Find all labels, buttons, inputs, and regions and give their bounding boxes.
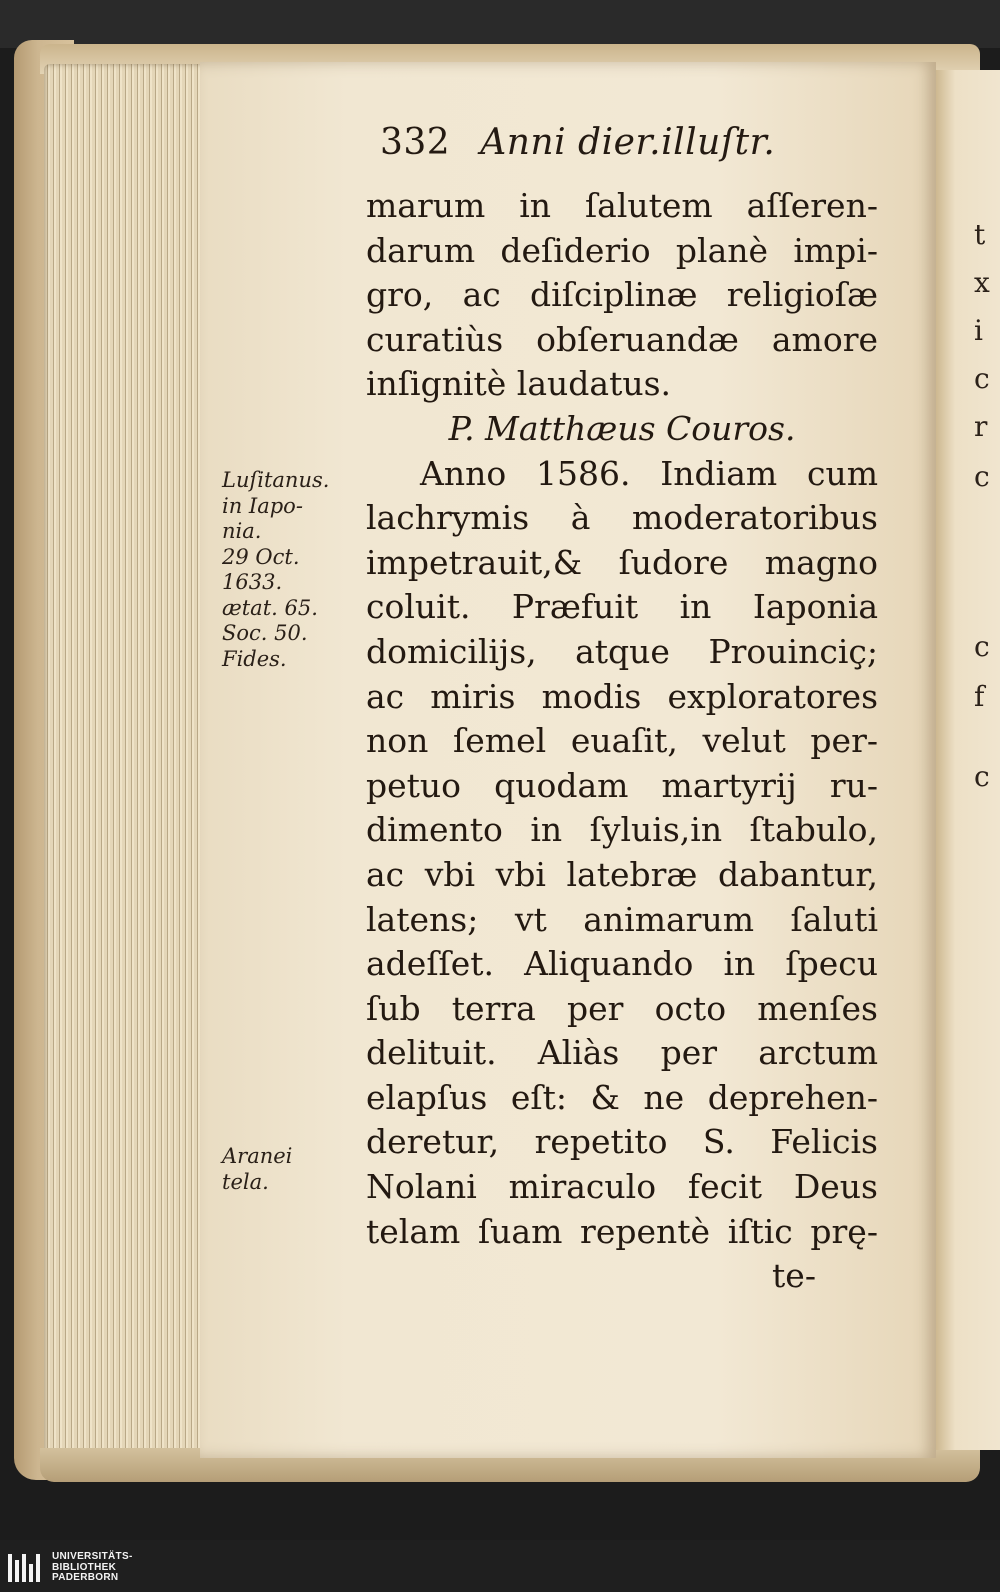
catchword: te- — [772, 1256, 816, 1296]
text-line: latens; vt animarum ſaluti — [366, 899, 878, 939]
text-line: curatiùs obſeruandæ amore — [366, 319, 878, 359]
text-line: delituit. Aliàs per arctum — [366, 1033, 878, 1073]
margin-note-line: Aranei — [222, 1144, 293, 1168]
margin-note-line: 1633. — [222, 570, 283, 594]
library-name — [52, 1552, 133, 1584]
text-line: ſub terra per octo menſes — [366, 988, 878, 1028]
margin-note-line: in Iapo- — [222, 493, 303, 518]
margin-note-biography — [222, 468, 352, 672]
text-line: P. Matthæus Couros. — [448, 408, 796, 448]
text-line: domicilijs, atque Prouinciç; — [366, 631, 878, 671]
library-name-line2: BIBLIOTHEK — [52, 1561, 117, 1573]
library-logo-icon — [8, 1554, 46, 1582]
facing-page-letter: t — [974, 218, 986, 251]
facing-page-letter: c — [974, 760, 990, 793]
library-footer — [0, 1540, 1000, 1592]
text-line: darum deſiderio planè impi- — [366, 230, 878, 270]
text-line: ac miris modis exploratores — [366, 676, 878, 716]
main-text-block — [366, 184, 878, 1299]
text-line: non ſemel euaſit, velut per- — [366, 721, 878, 761]
library-name-line3: PADERBORN — [52, 1572, 119, 1583]
text-line: Anno 1586. Indiam cum — [420, 453, 878, 493]
margin-note-line: tela. — [222, 1169, 269, 1194]
scan-background — [0, 0, 1000, 48]
margin-note-spider-web — [222, 1144, 352, 1195]
facing-page-edge — [936, 70, 1000, 1450]
text-line: marum in ſalutem aſſeren- — [366, 186, 878, 225]
facing-page-letter: x — [974, 266, 990, 299]
margin-note-line: ætat. 65. — [222, 595, 318, 620]
facing-page-letter: c — [974, 362, 990, 395]
margin-note-line: Fides. — [222, 646, 287, 671]
text-line: Nolani miraculo fecit Deus — [366, 1167, 878, 1207]
margin-note-line: Luſitanus. — [222, 468, 330, 492]
facing-page-letter: c — [974, 630, 990, 663]
text-line: gro, ac diſciplinæ religioſæ — [366, 275, 878, 315]
facing-page-letter: r — [974, 410, 988, 443]
margin-note-line: 29 Oct. — [222, 544, 300, 569]
text-line: petuo quodam martyrij ru- — [366, 765, 878, 805]
page-number: 332 — [380, 122, 451, 163]
text-line: ac vbi vbi latebræ dabantur, — [366, 854, 878, 894]
facing-page-letter: i — [974, 314, 983, 347]
text-line: lachrymis à moderatoribus — [366, 498, 878, 538]
running-header — [380, 122, 810, 163]
margin-note-line: Soc. 50. — [222, 621, 308, 645]
text-line: dimento in ſyluis,in ſtabulo, — [366, 810, 878, 850]
facing-page-letter: f — [974, 680, 985, 713]
text-line: coluit. Præfuit in Iaponia — [366, 587, 878, 627]
library-name-line1: UNIVERSITÄTS- — [52, 1551, 133, 1562]
running-title: Anni dier.illuſtr. — [480, 122, 776, 163]
page-edges — [44, 64, 212, 1476]
margin-note-line: nia. — [222, 519, 262, 543]
text-line: elapſus eſt: & ne deprehen- — [366, 1077, 878, 1117]
text-line: inſignitè laudatus. — [366, 364, 672, 404]
text-line: deretur, repetito S. Felicis — [366, 1122, 878, 1162]
text-line: impetrauit,& ſudore magno — [366, 542, 878, 582]
text-line: adeſſet. Aliquando in ſpecu — [366, 944, 878, 984]
facing-page-letter: c — [974, 460, 990, 493]
text-line: telam ſuam repentè iſtic prę- — [366, 1211, 878, 1251]
